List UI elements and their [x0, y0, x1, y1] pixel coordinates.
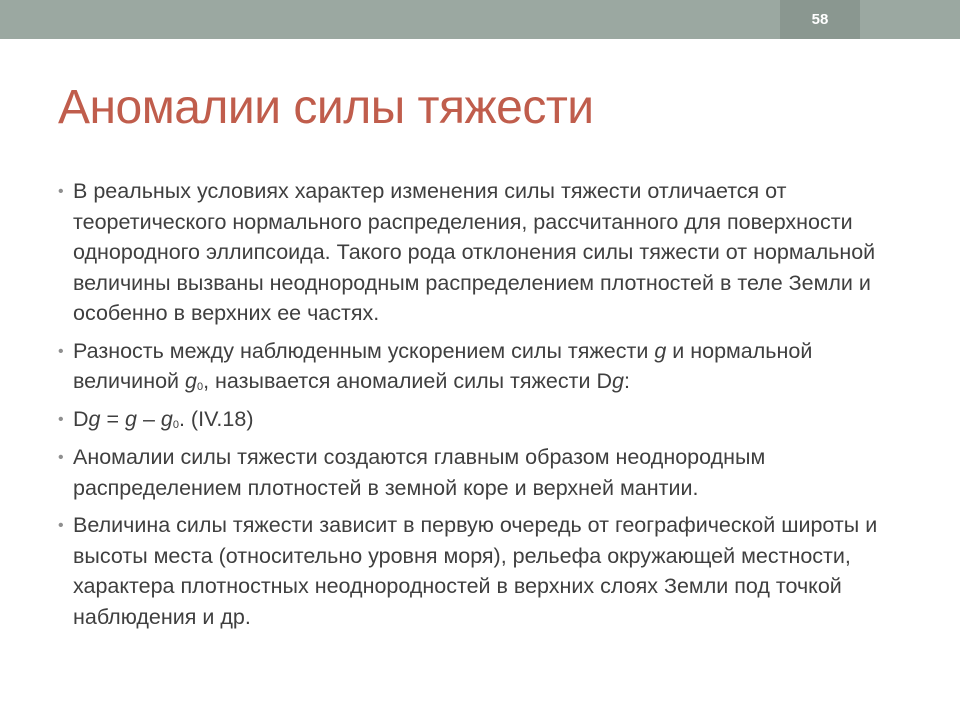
symbol-g: g	[125, 406, 137, 431]
symbol-g: g	[612, 369, 624, 393]
text-run: D	[73, 406, 89, 431]
bullet-item	[58, 442, 908, 503]
bullet-icon: •	[58, 449, 64, 466]
bullet-item	[58, 176, 908, 329]
bullet-icon: •	[58, 410, 64, 428]
symbol-g: g	[185, 369, 197, 393]
bullet-text	[73, 336, 908, 397]
subscript: 0	[196, 381, 204, 393]
symbol-g: g	[654, 338, 667, 363]
bullet-text: Аномалии силы тяжести создаются главным образом неоднородным распределением плотностей в земной коре и верхней мантии.	[73, 445, 766, 500]
text-run: =	[100, 406, 126, 431]
equation-ref: . (IV.18)	[178, 406, 254, 431]
slide-content	[58, 176, 908, 639]
bullet-item	[58, 510, 908, 632]
symbol-g: g	[88, 406, 101, 431]
formula	[73, 404, 908, 436]
page-number: 58	[780, 0, 860, 39]
slide-title: Аномалии силы тяжести	[58, 81, 594, 134]
text-run: :	[623, 369, 630, 393]
symbol-g: g	[160, 406, 173, 431]
bullet-item	[58, 404, 908, 436]
subscript: 0	[172, 418, 179, 431]
bullet-icon: •	[58, 517, 64, 534]
text-run: –	[136, 406, 161, 431]
bullet-item	[58, 336, 908, 397]
text-run: Разность между наблюденным ускорением силы тяжести	[73, 338, 655, 363]
bullet-text: В реальных условиях характер изменения силы тяжести отличается от теоретического нормального распределения, рассчитанного для поверхности однородного эллипсоида. Такого рода отклонения силы тяжести от нормальной величины вызваны неоднородным распределением плотностей в теле Земли и особенно в верхних ее частях.	[73, 179, 876, 325]
text-run: , называется аномалией силы тяжести D	[203, 369, 612, 393]
text-run: и нормальной величиной	[73, 338, 813, 393]
bullet-icon: •	[58, 183, 64, 200]
bullet-icon: •	[58, 342, 64, 360]
bullet-text: Величина силы тяжести зависит в первую очередь от географической широты и высоты места (относительно уровня моря), рельефа окружающей местности, характера плотностных неоднородностей в верхних слоях Земли под точкой наблюдения и др.	[73, 513, 878, 629]
